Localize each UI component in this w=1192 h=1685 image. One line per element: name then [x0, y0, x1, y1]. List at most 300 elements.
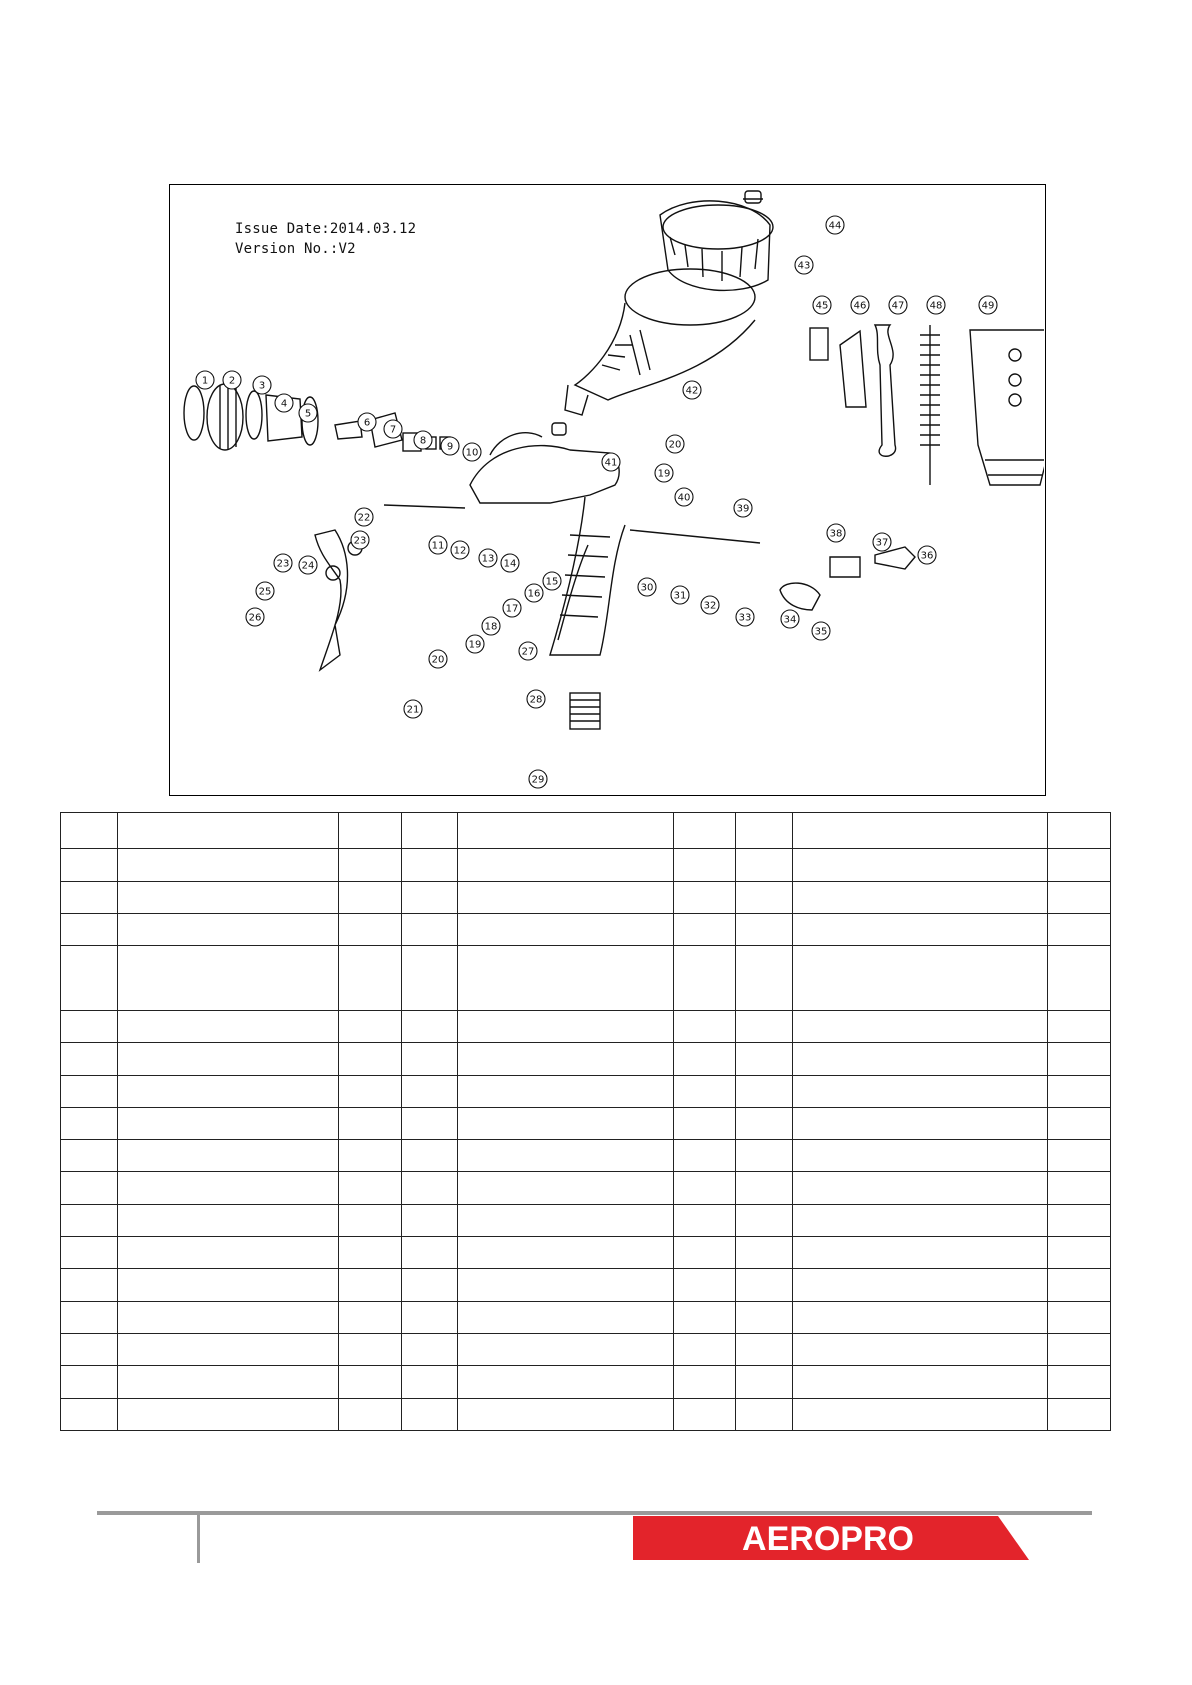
callout-10	[463, 443, 481, 461]
table-cell	[339, 1366, 402, 1398]
filter-drawing	[552, 423, 566, 435]
table-cell	[674, 1269, 736, 1301]
callout-6	[358, 413, 376, 431]
table-row	[61, 1301, 1111, 1333]
svg-text:40: 40	[677, 492, 691, 504]
svg-text:46: 46	[853, 300, 867, 312]
table-cell	[793, 881, 1048, 913]
table-cell	[736, 881, 793, 913]
table-cell	[339, 1043, 402, 1075]
table-cell	[793, 849, 1048, 881]
table-cell	[118, 881, 339, 913]
table-cell	[674, 1172, 736, 1204]
table-cell	[339, 881, 402, 913]
callout-47	[889, 296, 907, 314]
table-cell	[339, 1269, 402, 1301]
callout-31	[671, 586, 689, 604]
table-cell	[793, 1269, 1048, 1301]
table-cell	[736, 1204, 793, 1236]
table-row	[61, 1366, 1111, 1398]
table-cell	[458, 913, 674, 945]
svg-text:39: 39	[736, 503, 750, 515]
table-cell	[736, 1172, 793, 1204]
callout-38	[827, 524, 845, 542]
air-inlet-drawing	[570, 693, 600, 729]
table-cell	[736, 1140, 793, 1172]
svg-text:8: 8	[419, 435, 427, 447]
callout-19	[466, 635, 484, 653]
table-cell	[339, 1140, 402, 1172]
adjust-knob-drawing	[780, 547, 915, 610]
table-cell	[118, 1140, 339, 1172]
svg-text:18: 18	[484, 621, 498, 633]
callout-28	[527, 690, 545, 708]
table-cell	[674, 1237, 736, 1269]
table-cell	[61, 1301, 118, 1333]
table-cell	[402, 1334, 458, 1366]
table-cell	[1048, 1204, 1111, 1236]
svg-text:33: 33	[738, 612, 752, 624]
table-row	[61, 1172, 1111, 1204]
table-row	[61, 1010, 1111, 1042]
callout-33	[736, 608, 754, 626]
table-cell	[674, 1301, 736, 1333]
exploded-parts-diagram	[169, 184, 1046, 796]
table-cell	[793, 1398, 1048, 1430]
table-cell	[61, 881, 118, 913]
table-cell	[402, 813, 458, 849]
table-cell	[1048, 1140, 1111, 1172]
svg-text:4: 4	[280, 398, 288, 410]
svg-text:19: 19	[657, 468, 671, 480]
callout-21	[404, 700, 422, 718]
table-cell	[736, 849, 793, 881]
table-cell	[458, 881, 674, 913]
callout-34	[781, 610, 799, 628]
table-cell	[674, 1398, 736, 1430]
table-row	[61, 946, 1111, 1011]
svg-text:49: 49	[981, 300, 995, 312]
table-cell	[118, 1043, 339, 1075]
table-cell	[458, 813, 674, 849]
svg-text:47: 47	[891, 300, 905, 312]
table-cell	[793, 1075, 1048, 1107]
air-cap-ring-drawing	[184, 384, 318, 450]
callout-1	[196, 371, 214, 389]
table-cell	[793, 1334, 1048, 1366]
svg-text:45: 45	[815, 300, 829, 312]
table-cell	[458, 849, 674, 881]
table-cell	[793, 1237, 1048, 1269]
table-cell	[674, 1010, 736, 1042]
table-row	[61, 881, 1111, 913]
table-cell	[674, 1075, 736, 1107]
svg-text:15: 15	[545, 576, 559, 588]
table-cell	[458, 1140, 674, 1172]
table-cell	[402, 1043, 458, 1075]
callout-40	[675, 488, 693, 506]
table-row	[61, 1334, 1111, 1366]
callout-44	[826, 216, 844, 234]
callout-36	[918, 546, 936, 564]
table-cell	[736, 813, 793, 849]
table-cell	[674, 881, 736, 913]
table-cell	[402, 1204, 458, 1236]
table-cell	[118, 1204, 339, 1236]
callout-39	[734, 499, 752, 517]
callout-24	[299, 556, 317, 574]
callout-48	[927, 296, 945, 314]
svg-text:38: 38	[829, 528, 843, 540]
table-row	[61, 1140, 1111, 1172]
table-cell	[402, 1075, 458, 1107]
callout-25	[256, 582, 274, 600]
issue-date: Issue Date:2014.03.12	[235, 221, 417, 237]
callout-layer	[196, 216, 997, 788]
svg-text:6: 6	[363, 417, 371, 429]
table-row	[61, 1075, 1111, 1107]
table-cell	[793, 813, 1048, 849]
table-cell	[793, 1043, 1048, 1075]
table-cell	[61, 1140, 118, 1172]
svg-text:16: 16	[527, 588, 541, 600]
table-cell	[736, 1075, 793, 1107]
callout-35	[812, 622, 830, 640]
callout-7	[384, 420, 402, 438]
table-cell	[674, 1043, 736, 1075]
callout-5	[299, 404, 317, 422]
footer-divider	[97, 1511, 1092, 1515]
svg-text:27: 27	[521, 646, 535, 658]
brand-logo-text: AEROPRO	[742, 1520, 914, 1558]
table-cell	[458, 1172, 674, 1204]
table-cell	[61, 813, 118, 849]
svg-text:20: 20	[668, 439, 682, 451]
version-number: Version No.:V2	[235, 241, 356, 257]
callout-23	[274, 554, 292, 572]
table-cell	[458, 1075, 674, 1107]
svg-text:30: 30	[640, 582, 654, 594]
svg-text:22: 22	[357, 512, 371, 524]
table-cell	[1048, 1010, 1111, 1042]
table-cell	[61, 849, 118, 881]
svg-text:1: 1	[201, 375, 209, 387]
table-cell	[1048, 1107, 1111, 1139]
table-cell	[458, 1301, 674, 1333]
table-cell	[118, 1366, 339, 1398]
table-cell	[736, 1366, 793, 1398]
needle-drawing	[384, 505, 465, 508]
svg-text:35: 35	[814, 626, 828, 638]
table-cell	[61, 1043, 118, 1075]
table-cell	[118, 813, 339, 849]
table-cell	[402, 946, 458, 1011]
svg-text:23: 23	[353, 535, 367, 547]
table-cell	[458, 946, 674, 1011]
svg-text:29: 29	[531, 774, 545, 786]
table-cell	[339, 1204, 402, 1236]
table-row	[61, 1398, 1111, 1430]
cup-lid-drawing	[660, 201, 773, 291]
table-cell	[793, 913, 1048, 945]
table-cell	[402, 881, 458, 913]
table-cell	[674, 849, 736, 881]
table-cell	[674, 1107, 736, 1139]
callout-8	[414, 431, 432, 449]
callout-3	[253, 376, 271, 394]
callout-9	[441, 437, 459, 455]
svg-text:43: 43	[797, 260, 811, 272]
callout-12	[451, 541, 469, 559]
table-cell	[793, 1204, 1048, 1236]
table-cell	[339, 1010, 402, 1042]
table-cell	[339, 1075, 402, 1107]
table-cell	[118, 1334, 339, 1366]
svg-text:2: 2	[228, 375, 236, 387]
callout-4	[275, 394, 293, 412]
table-cell	[736, 1043, 793, 1075]
table-cell	[793, 946, 1048, 1011]
table-cell	[339, 1237, 402, 1269]
table-cell	[458, 1107, 674, 1139]
table-cell	[736, 1398, 793, 1430]
svg-text:5: 5	[304, 408, 312, 420]
table-cell	[402, 1140, 458, 1172]
table-row	[61, 1043, 1111, 1075]
table-row	[61, 913, 1111, 945]
table-cell	[1048, 881, 1111, 913]
table-cell	[118, 1398, 339, 1430]
table-cell	[61, 1398, 118, 1430]
svg-text:23: 23	[276, 558, 290, 570]
callout-13	[479, 549, 497, 567]
table-cell	[458, 1334, 674, 1366]
callout-20	[429, 650, 447, 668]
table-cell	[61, 1269, 118, 1301]
svg-text:14: 14	[503, 558, 517, 570]
callout-20	[666, 435, 684, 453]
svg-text:12: 12	[453, 545, 467, 557]
svg-text:17: 17	[505, 603, 519, 615]
rod-drawing	[630, 530, 760, 543]
table-cell	[61, 913, 118, 945]
spray-gun-drawing	[170, 185, 1044, 794]
svg-text:19: 19	[468, 639, 482, 651]
callout-17	[503, 599, 521, 617]
callout-30	[638, 578, 656, 596]
svg-text:25: 25	[258, 586, 272, 598]
callout-2	[223, 371, 241, 389]
table-cell	[402, 1172, 458, 1204]
table-cell	[736, 946, 793, 1011]
table-cell	[61, 1172, 118, 1204]
table-cell	[793, 1140, 1048, 1172]
table-cell	[339, 946, 402, 1011]
table-cell	[1048, 1334, 1111, 1366]
table-cell	[736, 1010, 793, 1042]
table-cell	[736, 1237, 793, 1269]
table-cell	[402, 1269, 458, 1301]
cup-cap-drawing	[743, 191, 763, 203]
svg-text:21: 21	[406, 704, 420, 716]
trigger-drawing	[315, 530, 362, 670]
svg-text:20: 20	[431, 654, 445, 666]
table-cell	[793, 1172, 1048, 1204]
callout-43	[795, 256, 813, 274]
table-cell	[402, 913, 458, 945]
table-cell	[118, 946, 339, 1011]
table-cell	[61, 1334, 118, 1366]
table-cell	[402, 1107, 458, 1139]
table-cell	[402, 849, 458, 881]
table-cell	[674, 1334, 736, 1366]
table-cell	[402, 1010, 458, 1042]
table-cell	[339, 1301, 402, 1333]
table-cell	[1048, 1269, 1111, 1301]
table-cell	[61, 946, 118, 1011]
callout-19	[655, 464, 673, 482]
table-cell	[118, 1301, 339, 1333]
table-cell	[118, 1010, 339, 1042]
svg-text:7: 7	[389, 424, 397, 436]
table-cell	[458, 1010, 674, 1042]
table-cell	[118, 849, 339, 881]
table-cell	[118, 1172, 339, 1204]
table-cell	[339, 1172, 402, 1204]
callout-37	[873, 533, 891, 551]
table-cell	[458, 1204, 674, 1236]
table-cell	[118, 1075, 339, 1107]
table-cell	[736, 1301, 793, 1333]
table-cell	[736, 1107, 793, 1139]
table-cell	[118, 1107, 339, 1139]
table-row	[61, 1269, 1111, 1301]
table-cell	[1048, 813, 1111, 849]
table-cell	[1048, 1366, 1111, 1398]
table-cell	[339, 1398, 402, 1430]
table-cell	[1048, 913, 1111, 945]
table-cell	[458, 1398, 674, 1430]
callout-14	[501, 554, 519, 572]
table-row	[61, 1237, 1111, 1269]
table-cell	[339, 1334, 402, 1366]
table-cell	[736, 1269, 793, 1301]
svg-text:3: 3	[258, 380, 266, 392]
callout-45	[813, 296, 831, 314]
table-cell	[339, 913, 402, 945]
callout-18	[482, 617, 500, 635]
svg-text:11: 11	[431, 540, 445, 552]
table-cell	[674, 813, 736, 849]
svg-text:24: 24	[301, 560, 315, 572]
table-cell	[793, 1107, 1048, 1139]
table-cell	[118, 1269, 339, 1301]
table-cell	[458, 1366, 674, 1398]
svg-text:9: 9	[446, 441, 454, 453]
table-row	[61, 849, 1111, 881]
table-cell	[674, 946, 736, 1011]
table-cell	[1048, 1301, 1111, 1333]
table-cell	[1048, 1398, 1111, 1430]
table-cell	[1048, 849, 1111, 881]
table-cell	[61, 1366, 118, 1398]
table-cell	[61, 1010, 118, 1042]
table-cell	[674, 913, 736, 945]
callout-27	[519, 642, 537, 660]
callout-42	[683, 381, 701, 399]
table-cell	[61, 1237, 118, 1269]
callout-23	[351, 531, 369, 549]
table-cell	[674, 1204, 736, 1236]
callout-15	[543, 572, 561, 590]
table-row	[61, 813, 1111, 849]
table-cell	[1048, 946, 1111, 1011]
footer-tick-mark	[197, 1515, 200, 1563]
table-cell	[61, 1107, 118, 1139]
callout-26	[246, 608, 264, 626]
callout-49	[979, 296, 997, 314]
table-cell	[736, 913, 793, 945]
table-cell	[339, 849, 402, 881]
table-cell	[402, 1366, 458, 1398]
parts-list-table	[60, 812, 1111, 1431]
svg-text:31: 31	[673, 590, 687, 602]
svg-text:13: 13	[481, 553, 495, 565]
table-cell	[1048, 1172, 1111, 1204]
table-cell	[402, 1398, 458, 1430]
callout-46	[851, 296, 869, 314]
svg-text:28: 28	[529, 694, 543, 706]
svg-text:32: 32	[703, 600, 717, 612]
table-cell	[458, 1237, 674, 1269]
brand-banner	[633, 1516, 1029, 1560]
table-cell	[674, 1140, 736, 1172]
svg-text:34: 34	[783, 614, 797, 626]
table-cell	[402, 1237, 458, 1269]
table-cell	[736, 1334, 793, 1366]
table-cell	[339, 1107, 402, 1139]
svg-text:36: 36	[920, 550, 934, 562]
table-cell	[674, 1366, 736, 1398]
tools-drawing	[810, 325, 1044, 485]
svg-text:44: 44	[828, 220, 842, 232]
svg-text:41: 41	[604, 457, 618, 469]
table-cell	[1048, 1075, 1111, 1107]
callout-16	[525, 584, 543, 602]
table-cell	[793, 1010, 1048, 1042]
callout-29	[529, 770, 547, 788]
table-cell	[402, 1301, 458, 1333]
svg-text:10: 10	[465, 447, 479, 459]
table-cell	[61, 1075, 118, 1107]
table-cell	[339, 813, 402, 849]
table-row	[61, 1204, 1111, 1236]
table-cell	[793, 1301, 1048, 1333]
callout-32	[701, 596, 719, 614]
table-cell	[118, 1237, 339, 1269]
table-cell	[458, 1269, 674, 1301]
table-cell	[61, 1204, 118, 1236]
svg-text:37: 37	[875, 537, 889, 549]
svg-text:26: 26	[248, 612, 262, 624]
callout-11	[429, 536, 447, 554]
callout-41	[602, 453, 620, 471]
table-cell	[1048, 1237, 1111, 1269]
table-cell	[118, 913, 339, 945]
table-cell	[1048, 1043, 1111, 1075]
table-cell	[458, 1043, 674, 1075]
svg-text:42: 42	[685, 385, 699, 397]
